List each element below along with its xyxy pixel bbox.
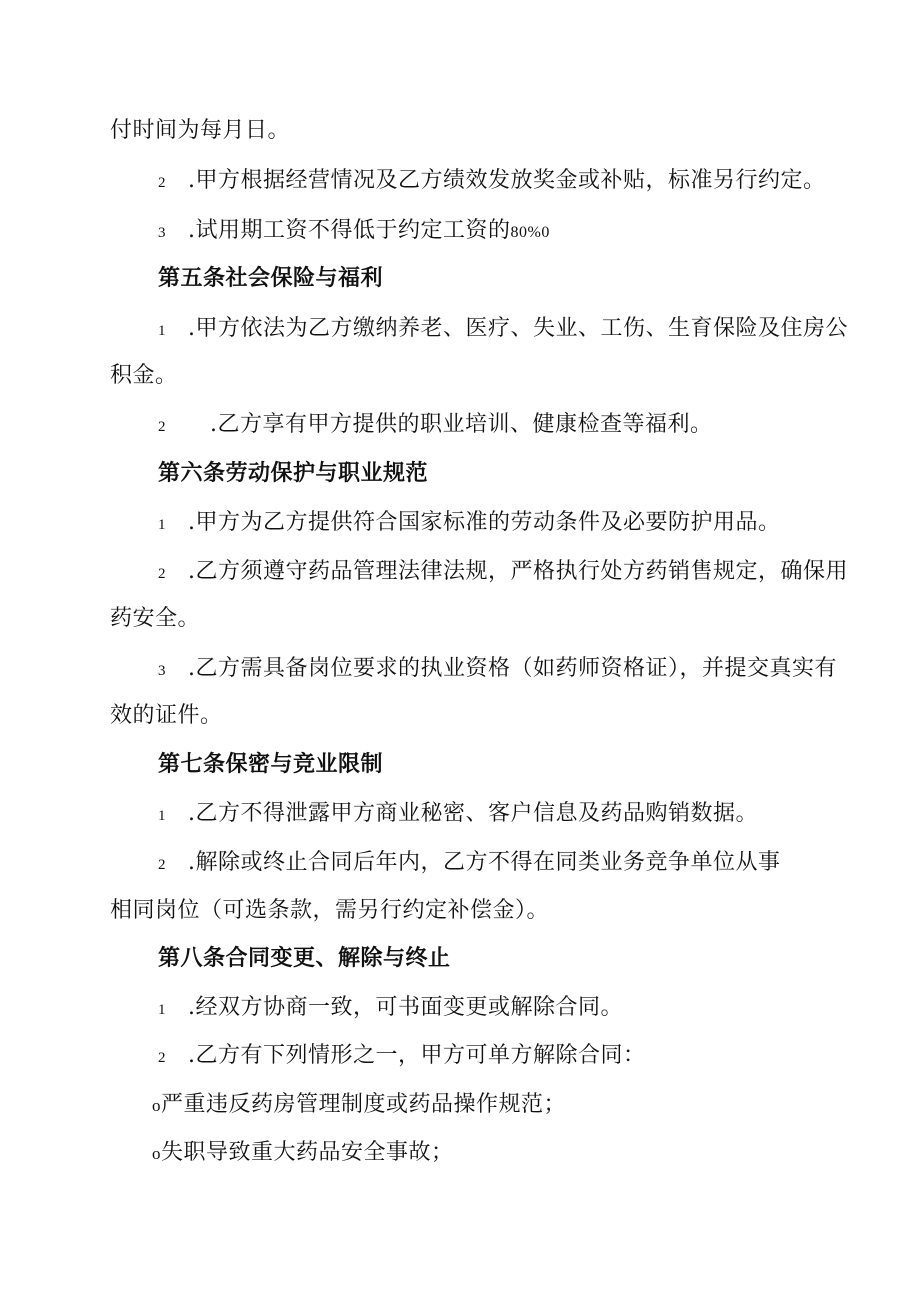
item-text: .甲方为乙方提供符合国家标准的劳动条件及必要防护用品。: [188, 510, 781, 535]
line-text: 药安全。: [110, 606, 201, 631]
percentage-value: 80%0: [510, 224, 550, 241]
item-text: .试用期工资不得低于约定工资的: [188, 218, 511, 243]
line-text: 效的证件。: [110, 703, 223, 728]
list-item: [158, 314, 848, 346]
section-heading: [158, 750, 383, 780]
item-number: 2: [158, 419, 166, 435]
item-text: .乙方需具备岗位要求的执业资格（如药师资格证），并提交真实有: [188, 656, 837, 681]
list-item: [158, 799, 758, 831]
line-text: 积金。: [110, 363, 178, 388]
item-number: 1: [158, 517, 166, 533]
paragraph-line: [110, 361, 178, 391]
bullet-marker: o: [152, 1144, 161, 1163]
item-number: 2: [158, 1050, 166, 1066]
bullet-item: [152, 1090, 566, 1121]
section-heading: [158, 944, 451, 974]
item-text: .乙方须遵守药品管理法律法规，严格执行处方药销售规定，确保用: [188, 559, 848, 584]
list-item: [158, 1041, 646, 1073]
item-text: .解除或终止合同后年内，乙方不得在同类业务竞争单位从事: [188, 850, 781, 875]
item-number: 2: [158, 857, 166, 873]
item-number: 1: [158, 323, 166, 339]
list-item: [158, 410, 713, 442]
heading-text: 第六条劳动保护与职业规范: [158, 461, 429, 486]
item-number: 3: [158, 663, 166, 679]
heading-text: 第七条保密与竞业限制: [158, 752, 384, 777]
item-number: 1: [158, 1002, 166, 1018]
paragraph-line: [110, 896, 549, 926]
item-text: .甲方依法为乙方缴纳养老、医疗、失业、工伤、生育保险及住房公: [188, 316, 848, 341]
item-number: 3: [158, 225, 166, 241]
list-item: [158, 557, 848, 589]
paragraph-line: [110, 116, 290, 146]
item-number: 1: [158, 808, 166, 824]
item-text: 失职导致重大药品安全事故；: [161, 1140, 454, 1165]
list-item: [158, 166, 826, 198]
bullet-item: [152, 1138, 454, 1169]
section-heading: [158, 459, 428, 489]
item-text: .乙方不得泄露甲方商业秘密、客户信息及药品购销数据。: [188, 801, 758, 826]
paragraph-line: [110, 701, 223, 731]
item-number: 2: [158, 175, 166, 191]
item-text: .乙方有下列情形之一，甲方可单方解除合同：: [188, 1043, 646, 1068]
list-item: [158, 508, 781, 540]
list-item: [158, 848, 781, 880]
section-heading: [158, 264, 383, 294]
paragraph-line: [110, 604, 200, 634]
heading-text: 第八条合同变更、解除与终止: [158, 946, 451, 971]
line-text: 相同岗位（可选条款，需另行约定补偿金）。: [110, 898, 550, 923]
line-text: 付时间为每月日。: [110, 118, 291, 143]
item-text: .乙方享有甲方提供的职业培训、健康检查等福利。: [210, 412, 713, 437]
list-item: [158, 654, 837, 686]
list-item: [158, 993, 623, 1025]
item-text: .经双方协商一致，可书面变更或解除合同。: [188, 995, 623, 1020]
item-text: 严重违反药房管理制度或药品操作规范；: [161, 1092, 567, 1117]
list-item: [158, 216, 550, 248]
bullet-marker: o: [152, 1096, 161, 1115]
heading-text: 第五条社会保险与福利: [158, 266, 384, 291]
item-number: 2: [158, 566, 166, 582]
item-text: .甲方根据经营情况及乙方绩效发放奖金或补贴，标准另行约定。: [188, 168, 826, 193]
